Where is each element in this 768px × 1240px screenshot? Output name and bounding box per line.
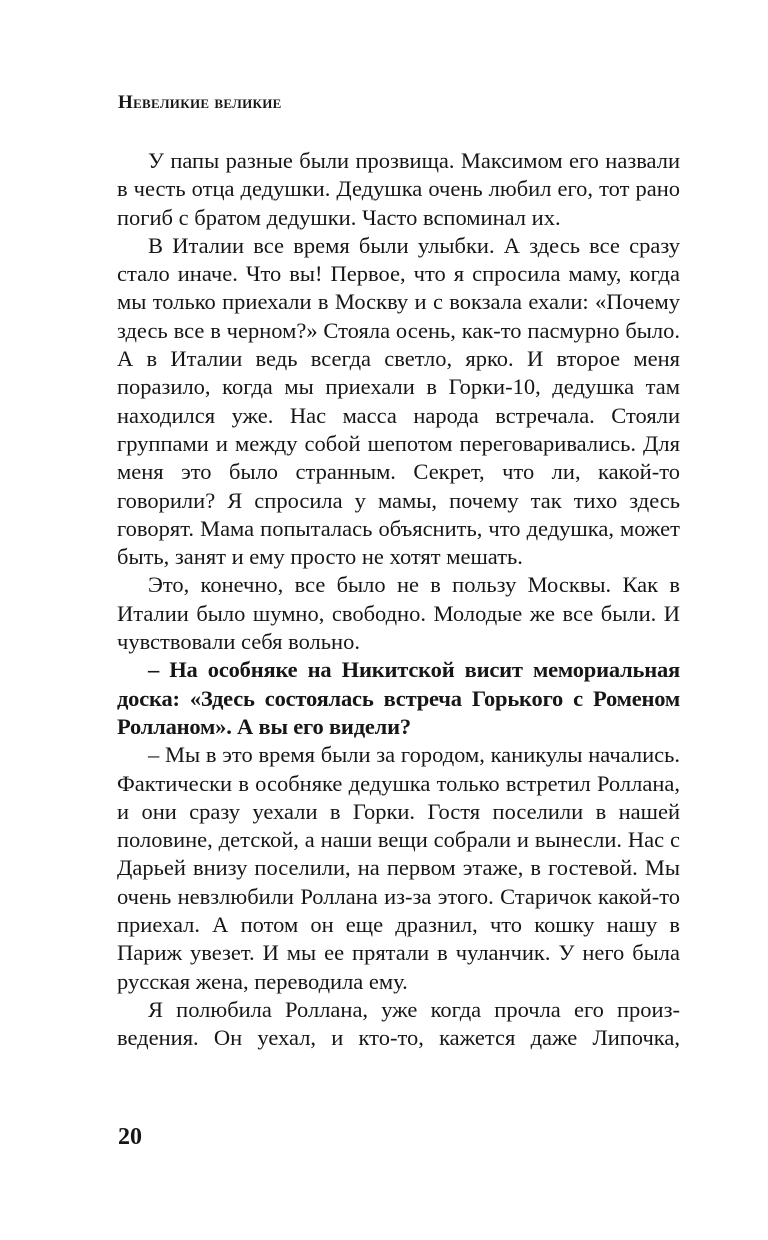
page-number: 20	[118, 1124, 142, 1150]
interview-question: – На особняке на Никитской висит мемориальная доска: «Здесь состоялась встреча Горького с Роменом Ролланом». А вы его видели?	[117, 657, 680, 739]
paragraph-5: – Мы в это время были за городом, каникулы начались. Фактически в особняке дедушка только встретил Роллана, и они сразу уехали в Горки. Гостя поселили в нашей половине, детской, а наши вещи собрали и вынесли. Нас с Дарьей внизу поселили, на первом этаже, в гостевой. Мы очень невзлюбили Роллана из-за этого. Старичок какой-то приехал. А потом он еще дразнил, что кошку нашу в Париж увезет. И мы ее прятали в чуланчик. У него была русская жена, переводила ему.	[117, 742, 680, 994]
paragraph-6: Я полюбила Роллана, уже когда прочла его произведения. Он уехал, и кто-то, кажется даже Липочка,	[117, 996, 680, 1051]
running-head: Невеликие великие	[118, 92, 282, 113]
paragraph-3: Это, конечно, все было не в пользу Москвы. Как в Италии было шумно, свободно. Молодые же все были. И чувствовали себя вольно.	[117, 572, 680, 655]
paragraph-1: У папы разные были прозвища. Максимом его назвали в честь отца дедушки. Дедушка очень любил его, тот рано погиб с братом дедушки. Часто вспоминал их.	[117, 148, 680, 230]
paragraph-2: В Италии все время были улыбки. А здесь все сразу стало иначе. Что вы! Первое, что я спросила маму, когда мы только приехали в Москву и с вокзала ехали: «Почему здесь все в черном?» Стояла осень, как-то пасмурно было. А в Италии ведь всегда светло, ярко. И второе меня поразило, когда мы приехали в Горки-10, дедушка там находился уже. Нас масса народа встречала. Стояли группами и между собой шепотом переговаривались. Для меня это было странным. Секрет, что ли, какой-то говорили? Я спросила у мамы, почему так тихо здесь говорят. Мама попыталась объяснить, что дедушка, может быть, занят и ему просто не хотят мешать.	[117, 232, 680, 570]
body-text	[117, 147, 680, 1053]
